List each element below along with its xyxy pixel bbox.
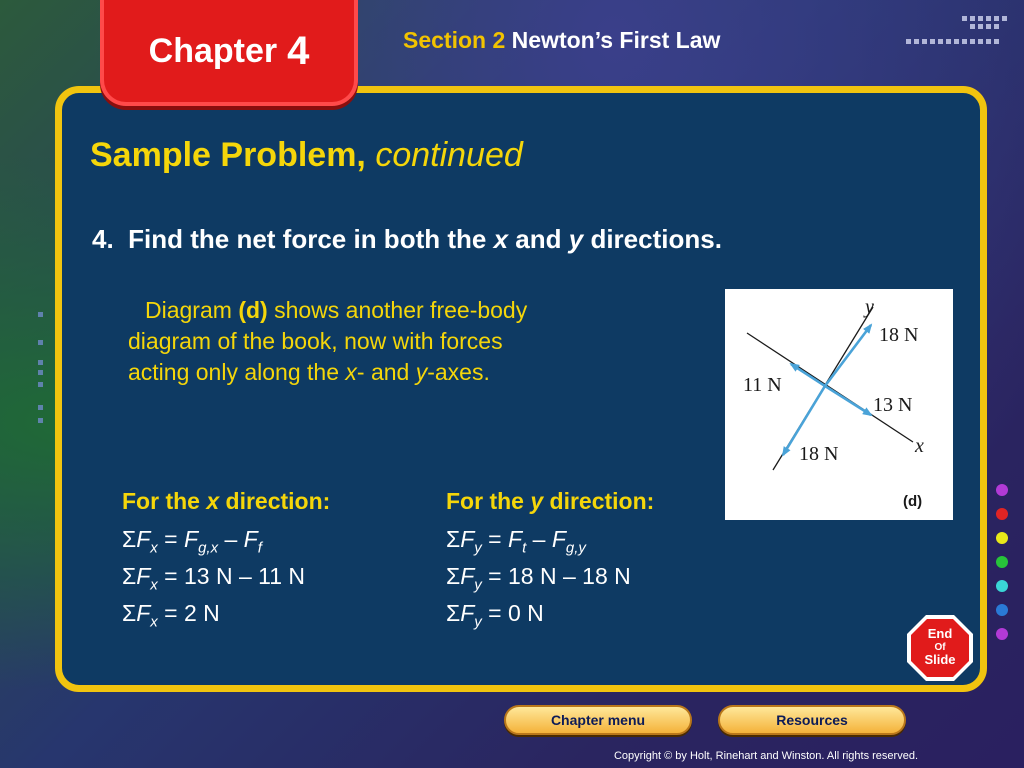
side-dot [996, 580, 1008, 592]
step-text-b: directions. [590, 224, 722, 254]
desc-y: y [415, 359, 428, 385]
sigma-symbol: Σ [446, 526, 461, 552]
step-text-a: Find the net force in both the [128, 224, 487, 254]
sigma-symbol: Σ [122, 600, 137, 626]
free-body-diagram [725, 289, 953, 520]
label-down: 18 N [799, 443, 839, 465]
desc-g: -axes. [427, 359, 490, 385]
eq-var: F [243, 526, 258, 552]
y-equation-3 [446, 600, 654, 637]
desc-x: x [345, 359, 357, 385]
eq-rest: = 13 N – 11 N [157, 563, 306, 589]
side-dot [996, 628, 1008, 640]
sigma-symbol: Σ [446, 563, 461, 589]
diagram-caption: (d) [903, 493, 923, 510]
arrow-right [825, 386, 871, 415]
sigma-symbol: Σ [122, 563, 137, 589]
label-up: 18 N [879, 324, 919, 346]
eq-sub: f [257, 539, 262, 557]
y-header-b: direction: [549, 488, 655, 514]
slide-heading [90, 136, 523, 175]
step-instruction [92, 224, 722, 255]
desc-b: (d) [238, 297, 268, 323]
x-equation-3 [122, 600, 330, 637]
sigma-symbol: Σ [446, 600, 461, 626]
side-dot [996, 532, 1008, 544]
desc-e: acting only along the [128, 359, 339, 385]
eq-equals: = [157, 526, 184, 552]
y-equation-2 [446, 563, 654, 600]
y-axis-label: y [865, 296, 874, 318]
x-direction-solution [122, 488, 330, 637]
x-axis-label: x [915, 435, 924, 457]
end-slide-line3: Slide [924, 652, 956, 667]
decorative-left-dots [34, 310, 54, 430]
eq-sub: y [474, 576, 482, 594]
x-direction-header [122, 488, 330, 515]
heading-main: Sample Problem, [90, 136, 366, 174]
x-header-a: For the [122, 488, 200, 514]
side-dot [996, 604, 1008, 616]
end-slide-line2: Of [934, 642, 946, 653]
eq-var: F [508, 526, 523, 552]
eq-var: F [136, 526, 151, 552]
y-direction-solution [446, 488, 654, 637]
side-dot [996, 484, 1008, 496]
step-y: y [568, 224, 584, 254]
section-number: Section 2 [403, 27, 506, 53]
resources-button[interactable] [718, 705, 906, 735]
desc-f: - and [356, 359, 410, 385]
eq-var: F [184, 526, 199, 552]
chapter-number: 4 [287, 28, 310, 73]
description-text [128, 295, 628, 388]
eq-rest: = 0 N [481, 600, 544, 626]
y-direction-header [446, 488, 654, 515]
chapter-menu-button[interactable] [504, 705, 692, 735]
sigma-symbol: Σ [122, 526, 137, 552]
eq-sub: x [150, 613, 158, 631]
section-name: Newton’s First Law [511, 27, 721, 53]
copyright-notice: Copyright © by Holt, Rinehart and Winston. All rights reserved. [613, 750, 918, 762]
side-color-dots [996, 484, 1010, 652]
end-slide-line1: End [927, 626, 953, 641]
eq-op: – [526, 526, 552, 552]
y-equation-1 [446, 526, 654, 563]
eq-sub: g,y [565, 539, 586, 557]
arrow-up [825, 325, 871, 386]
y-header-var: y [530, 488, 544, 514]
desc-a: Diagram [145, 297, 232, 323]
heading-continued: continued [375, 136, 523, 174]
eq-var: F [460, 600, 475, 626]
chapter-menu-label: Chapter menu [550, 712, 646, 728]
label-right: 13 N [873, 394, 913, 416]
chapter-tab [100, 0, 358, 106]
x-header-var: x [206, 488, 220, 514]
arrow-left [791, 364, 825, 386]
y-header-a: For the [446, 488, 524, 514]
eq-var: F [460, 563, 475, 589]
eq-sub: g,x [198, 539, 219, 557]
eq-sub: t [522, 539, 527, 557]
eq-var: F [136, 600, 151, 626]
eq-var: F [460, 526, 475, 552]
eq-op: – [218, 526, 244, 552]
step-number: 4. [92, 224, 114, 254]
section-title [403, 27, 720, 54]
desc-c: shows another free-body [274, 297, 528, 323]
eq-sub: y [474, 539, 482, 557]
eq-sub: x [150, 576, 158, 594]
step-x: x [493, 224, 509, 254]
resources-label: Resources [776, 712, 848, 728]
side-dot [996, 556, 1008, 568]
x-equation-1 [122, 526, 330, 563]
chapter-label: Chapter [148, 31, 278, 70]
eq-rest: = 2 N [157, 600, 220, 626]
end-of-slide-button[interactable] [906, 614, 974, 682]
x-equation-2 [122, 563, 330, 600]
eq-var: F [551, 526, 566, 552]
step-and: and [515, 224, 562, 254]
desc-d: diagram of the book, now with forces [128, 328, 503, 354]
eq-rest: = 18 N – 18 N [481, 563, 631, 589]
label-left: 11 N [743, 374, 782, 396]
x-header-b: direction: [225, 488, 331, 514]
eq-sub: x [150, 539, 158, 557]
eq-sub: y [474, 613, 482, 631]
eq-var: F [136, 563, 151, 589]
side-dot [996, 508, 1008, 520]
decorative-dot-grid [904, 14, 1014, 54]
eq-equals: = [481, 526, 508, 552]
